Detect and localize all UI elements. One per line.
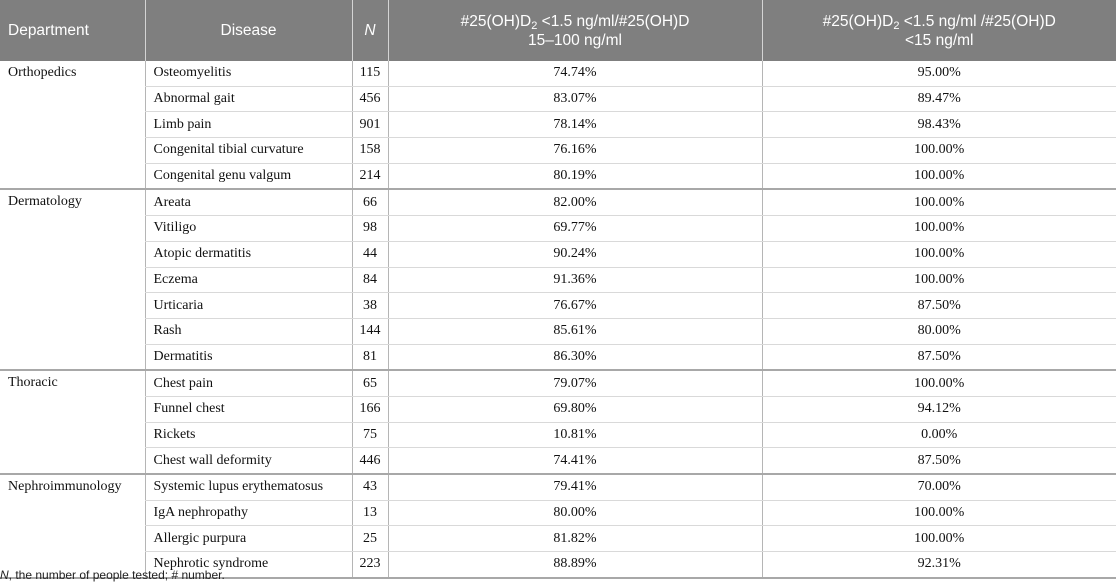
n-cell: 43: [352, 474, 388, 500]
disease-cell: Rickets: [145, 422, 352, 448]
ratio-15-100-cell: 81.82%: [388, 526, 762, 552]
table-row: [0, 61, 1116, 86]
header-department: Department: [0, 0, 145, 61]
disease-cell: Vitiligo: [145, 216, 352, 242]
n-cell: 456: [352, 86, 388, 112]
ratio-lt15-cell: 95.00%: [762, 61, 1116, 86]
table-row: [0, 267, 1116, 293]
table-row: [0, 344, 1116, 370]
table-row: [0, 474, 1116, 500]
disease-cell: Chest wall deformity: [145, 448, 352, 474]
table-row: [0, 216, 1116, 242]
ratio-lt15-cell: 100.00%: [762, 370, 1116, 396]
table-row: [0, 112, 1116, 138]
footnote-n-symbol: N: [0, 568, 9, 582]
table-row: [0, 500, 1116, 526]
header-col4-line1: <1.5 ng/ml/#25(OH)D: [537, 12, 690, 30]
ratio-lt15-cell: 100.00%: [762, 241, 1116, 267]
ratio-lt15-cell: 87.50%: [762, 448, 1116, 474]
ratio-15-100-cell: 86.30%: [388, 344, 762, 370]
disease-cell: Atopic dermatitis: [145, 241, 352, 267]
ratio-15-100-cell: 80.00%: [388, 500, 762, 526]
ratio-15-100-cell: 82.00%: [388, 189, 762, 215]
department-cell: Dermatology: [0, 189, 145, 370]
ratio-15-100-cell: 74.74%: [388, 61, 762, 86]
n-cell: 38: [352, 293, 388, 319]
disease-cell: Limb pain: [145, 112, 352, 138]
ratio-15-100-cell: 90.24%: [388, 241, 762, 267]
table-row: [0, 293, 1116, 319]
ratio-lt15-cell: 70.00%: [762, 474, 1116, 500]
ratio-15-100-cell: 76.67%: [388, 293, 762, 319]
n-cell: 44: [352, 241, 388, 267]
ratio-15-100-cell: 79.41%: [388, 474, 762, 500]
table-row: [0, 189, 1116, 215]
disease-cell: Rash: [145, 318, 352, 344]
department-cell: Orthopedics: [0, 61, 145, 189]
disease-cell: Systemic lupus erythematosus: [145, 474, 352, 500]
disease-cell: Congenital tibial curvature: [145, 138, 352, 164]
header-col5-sub: 2: [893, 19, 900, 32]
disease-cell: Funnel chest: [145, 396, 352, 422]
ratio-lt15-cell: 100.00%: [762, 163, 1116, 189]
ratio-lt15-cell: 100.00%: [762, 526, 1116, 552]
disease-cell: Chest pain: [145, 370, 352, 396]
disease-cell: Osteomyelitis: [145, 61, 352, 86]
header-col5-line1: <1.5 ng/ml /#25(OH)D: [899, 12, 1056, 30]
ratio-lt15-cell: 80.00%: [762, 318, 1116, 344]
ratio-lt15-cell: 0.00%: [762, 422, 1116, 448]
disease-cell: Allergic purpura: [145, 526, 352, 552]
ratio-15-100-cell: 69.80%: [388, 396, 762, 422]
n-cell: 65: [352, 370, 388, 396]
ratio-lt15-cell: 100.00%: [762, 267, 1116, 293]
ratio-lt15-cell: 100.00%: [762, 189, 1116, 215]
disease-cell: Dermatitis: [145, 344, 352, 370]
ratio-15-100-cell: 85.61%: [388, 318, 762, 344]
table-row: [0, 163, 1116, 189]
table-row: [0, 241, 1116, 267]
n-cell: 223: [352, 552, 388, 578]
ratio-lt15-cell: 87.50%: [762, 344, 1116, 370]
table-row: [0, 370, 1116, 396]
header-col5-line2: <15 ng/ml: [904, 31, 974, 49]
footnote-text: , the number of people tested; # number.: [8, 568, 225, 582]
n-cell: 13: [352, 500, 388, 526]
ratio-15-100-cell: 10.81%: [388, 422, 762, 448]
department-cell: Thoracic: [0, 370, 145, 474]
ratio-15-100-cell: 79.07%: [388, 370, 762, 396]
table-row: [0, 526, 1116, 552]
ratio-lt15-cell: 94.12%: [762, 396, 1116, 422]
table-header: [0, 0, 1116, 61]
disease-cell: Eczema: [145, 267, 352, 293]
n-cell: 214: [352, 163, 388, 189]
n-cell: 98: [352, 216, 388, 242]
ratio-15-100-cell: 83.07%: [388, 86, 762, 112]
table-row: [0, 86, 1116, 112]
table-row: [0, 448, 1116, 474]
table-footnote: [0, 568, 225, 582]
table-row: [0, 396, 1116, 422]
ratio-15-100-cell: 88.89%: [388, 552, 762, 578]
table-row: [0, 138, 1116, 164]
header-col4-pre: #25(OH)D: [460, 12, 532, 30]
n-cell: 144: [352, 318, 388, 344]
ratio-lt15-cell: 100.00%: [762, 138, 1116, 164]
disease-cell: Abnormal gait: [145, 86, 352, 112]
ratio-15-100-cell: 80.19%: [388, 163, 762, 189]
n-cell: 166: [352, 396, 388, 422]
disease-cell: IgA nephropathy: [145, 500, 352, 526]
table-body: [0, 61, 1116, 578]
n-cell: 66: [352, 189, 388, 215]
ratio-lt15-cell: 87.50%: [762, 293, 1116, 319]
disease-cell: Nephrotic syndrome: [145, 552, 352, 578]
department-cell: Nephroimmunology: [0, 474, 145, 578]
header-disease: Disease: [145, 0, 352, 61]
ratio-lt15-cell: 98.43%: [762, 112, 1116, 138]
ratio-15-100-cell: 76.16%: [388, 138, 762, 164]
n-cell: 75: [352, 422, 388, 448]
disease-cell: Urticaria: [145, 293, 352, 319]
ratio-15-100-cell: 74.41%: [388, 448, 762, 474]
header-ratio-15-100: [388, 0, 762, 61]
n-cell: 446: [352, 448, 388, 474]
header-col4-line2: 15–100 ng/ml: [528, 31, 622, 49]
n-cell: 158: [352, 138, 388, 164]
ratio-lt15-cell: 89.47%: [762, 86, 1116, 112]
header-n: [352, 0, 388, 61]
header-ratio-lt15: [762, 0, 1116, 61]
ratio-15-100-cell: 69.77%: [388, 216, 762, 242]
disease-cell: Congenital genu valgum: [145, 163, 352, 189]
ratio-15-100-cell: 91.36%: [388, 267, 762, 293]
n-cell: 115: [352, 61, 388, 86]
n-cell: 84: [352, 267, 388, 293]
header-row: [0, 0, 1116, 61]
ratio-15-100-cell: 78.14%: [388, 112, 762, 138]
table-row: [0, 422, 1116, 448]
n-cell: 901: [352, 112, 388, 138]
header-col4-sub: 2: [531, 19, 538, 32]
ratio-lt15-cell: 100.00%: [762, 216, 1116, 242]
n-cell: 81: [352, 344, 388, 370]
ratio-lt15-cell: 100.00%: [762, 500, 1116, 526]
header-n-label: N: [364, 22, 376, 39]
disease-cell: Areata: [145, 189, 352, 215]
n-cell: 25: [352, 526, 388, 552]
table-row: [0, 318, 1116, 344]
ratio-lt15-cell: 92.31%: [762, 552, 1116, 578]
header-col5-pre: #25(OH)D: [822, 12, 894, 30]
